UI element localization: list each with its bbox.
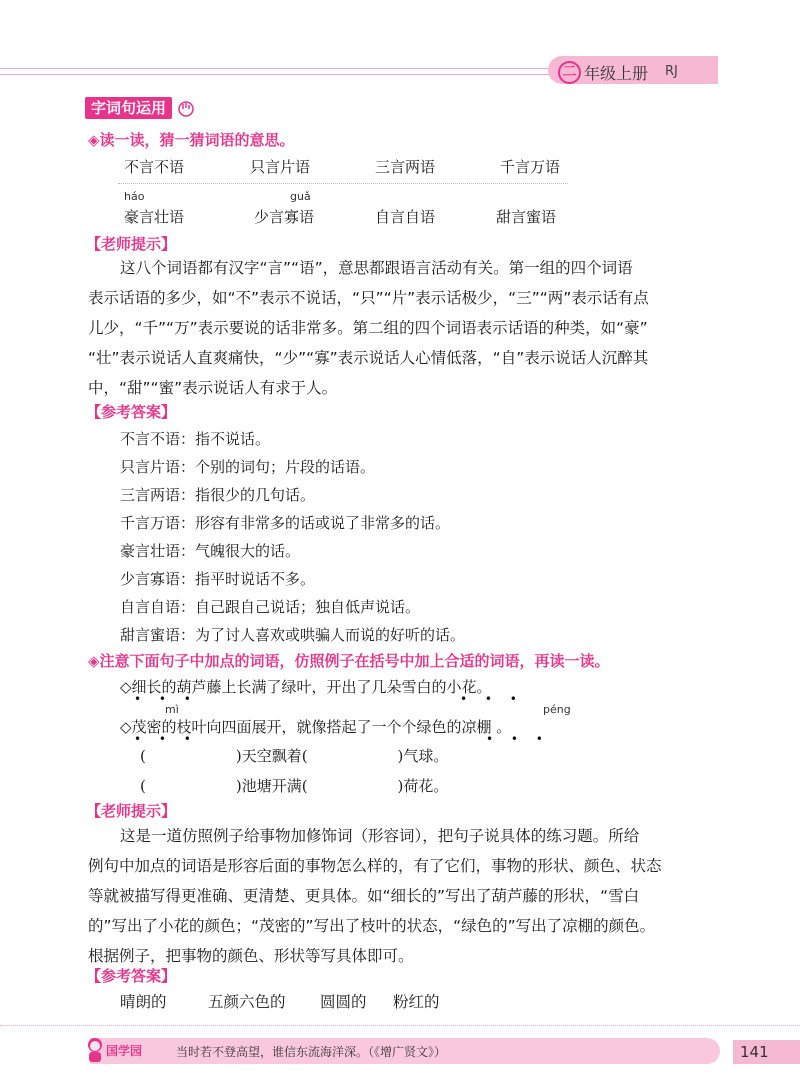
ans1-item: 不言不语：指不说话。 [120,430,271,448]
edition-label: RJ [665,64,678,79]
ans1-item: 三言两语：指很少的几句话。 [120,486,316,504]
ans1-item: 豪言壮语：气魄很大的话。 [120,542,301,560]
emphasis-dots: • • • [460,692,524,706]
header-rule [0,68,560,69]
tip1-line-2: 表示话语的多少，如“不”表示不说话，“只”“片”表示话极少，“三”“两”表示话有点 [88,289,649,307]
tip1-line-1: 这八个词语都有汉字“言”“语”，意思都跟语言活动有关。第一组的四个词语 [120,259,633,277]
word-4: 千言万语 [500,158,561,176]
ans1-item: 自言自语：自己跟自己说话；独自低声说话。 [120,598,421,616]
dotted-divider [118,183,568,184]
tip2-line-1: 这是一道仿照例子给事物加修饰词（形容词），把句子说具体的练习题。所给 [120,827,640,845]
ans1-label: 【参考答案】 [86,403,177,421]
pinyin-peng: péng [543,703,571,716]
pinyin-gua: guǎ [290,190,311,203]
pinyin-mi: mì [165,703,179,716]
mascot-icon [84,1036,106,1064]
tip2-line-4: 的”写出了小花的颜色；“茂密的”写出了枝叶的状态，“绿色的”写出了凉棚的颜色。 [88,917,656,935]
tip1-line-3: 儿少，“千”“万”表示要说的话非常多。第二组的四个词语表示话语的种类，如“豪” [88,319,648,337]
word-5: 豪言壮语 [124,208,185,226]
header-rule-2 [0,74,560,75]
tip1-label: 【老师提示】 [86,235,177,253]
pinyin-hao: háo [124,190,145,203]
footer-quote: 当时若不登高望，谁信东流海洋深。（《增广贤文》） [176,1045,447,1059]
section-tag: 字词句运用 [85,97,172,119]
word-1: 不言不语 [124,158,185,176]
ans1-item: 只言片语：个别的词句；片段的话语。 [120,458,376,476]
emphasis-dots: • • • [134,692,198,706]
ans2-label: 【参考答案】 [86,967,177,985]
word-3: 三言两语 [375,158,436,176]
hand-icon [177,99,195,117]
grade-circle: 二 [558,61,581,84]
q1-instruction: ◈读一读，猜一猜词语的意思。 [88,131,295,149]
tip1-line-5: 中，“甜”“蜜”表示说话人有求于人。 [88,379,338,397]
ans1-item: 千言万语：形容有非常多的话或说了非常多的话。 [120,514,451,532]
grade-text: 年级上册 [584,64,649,83]
tip2-line-5: 根据例子，把事物的颜色、形状等写具体即可。 [88,947,414,965]
q2-instruction: ◈注意下面句子中加点的词语，仿照例子在括号中加上合适的词语，再读一读。 [88,652,610,670]
fill-blank-2[interactable]: ( )池塘开满( )荷花。 [140,777,449,795]
word-8: 甜言蜜语 [496,208,557,226]
word-2: 只言片语 [250,158,311,176]
example-sentence-2: ◇茂密的枝叶向四面展开，就像搭起了一个个绿色的凉棚 。 [120,718,512,736]
word-7: 自言自语 [375,208,436,226]
ans1-item: 少言寡语：指平时说话不多。 [120,570,316,588]
footer-badge: 国学园 [106,1044,143,1058]
ans2-item: 圆圆的 [320,993,367,1011]
page-number: 141 [740,1043,769,1061]
tip2-label: 【老师提示】 [86,802,177,820]
ans2-item: 粉红的 [393,993,440,1011]
emphasis-dots: • • • [486,732,550,746]
tip2-line-2: 例句中加点的词语是形容后面的事物怎么样的，有了它们，事物的形状、颜色、状态 [88,857,662,875]
tip1-line-4: “壮”表示说话人直爽痛快，“少”“寡”表示说话人心情低落，“自”表示说话人沉醉其 [88,349,649,367]
ans1-item: 甜言蜜语：为了讨人喜欢或哄骗人而说的好听的话。 [120,626,466,644]
emphasis-dots: • • • [134,732,198,746]
ans2-item: 五颜六色的 [208,993,286,1011]
word-6: 少言寡语 [254,208,315,226]
example-sentence-1: ◇细长的葫芦藤上长满了绿叶，开出了几朵雪白的小花。 [120,678,492,696]
footer-divider [0,1025,800,1026]
ans2-item: 晴朗的 [120,993,167,1011]
fill-blank-1[interactable]: ( )天空飘着( )气球。 [140,747,449,765]
tip2-line-3: 等就被描写得更准确、更清楚、更具体。如“细长的”写出了葫芦藤的形状，“雪白 [88,887,640,905]
